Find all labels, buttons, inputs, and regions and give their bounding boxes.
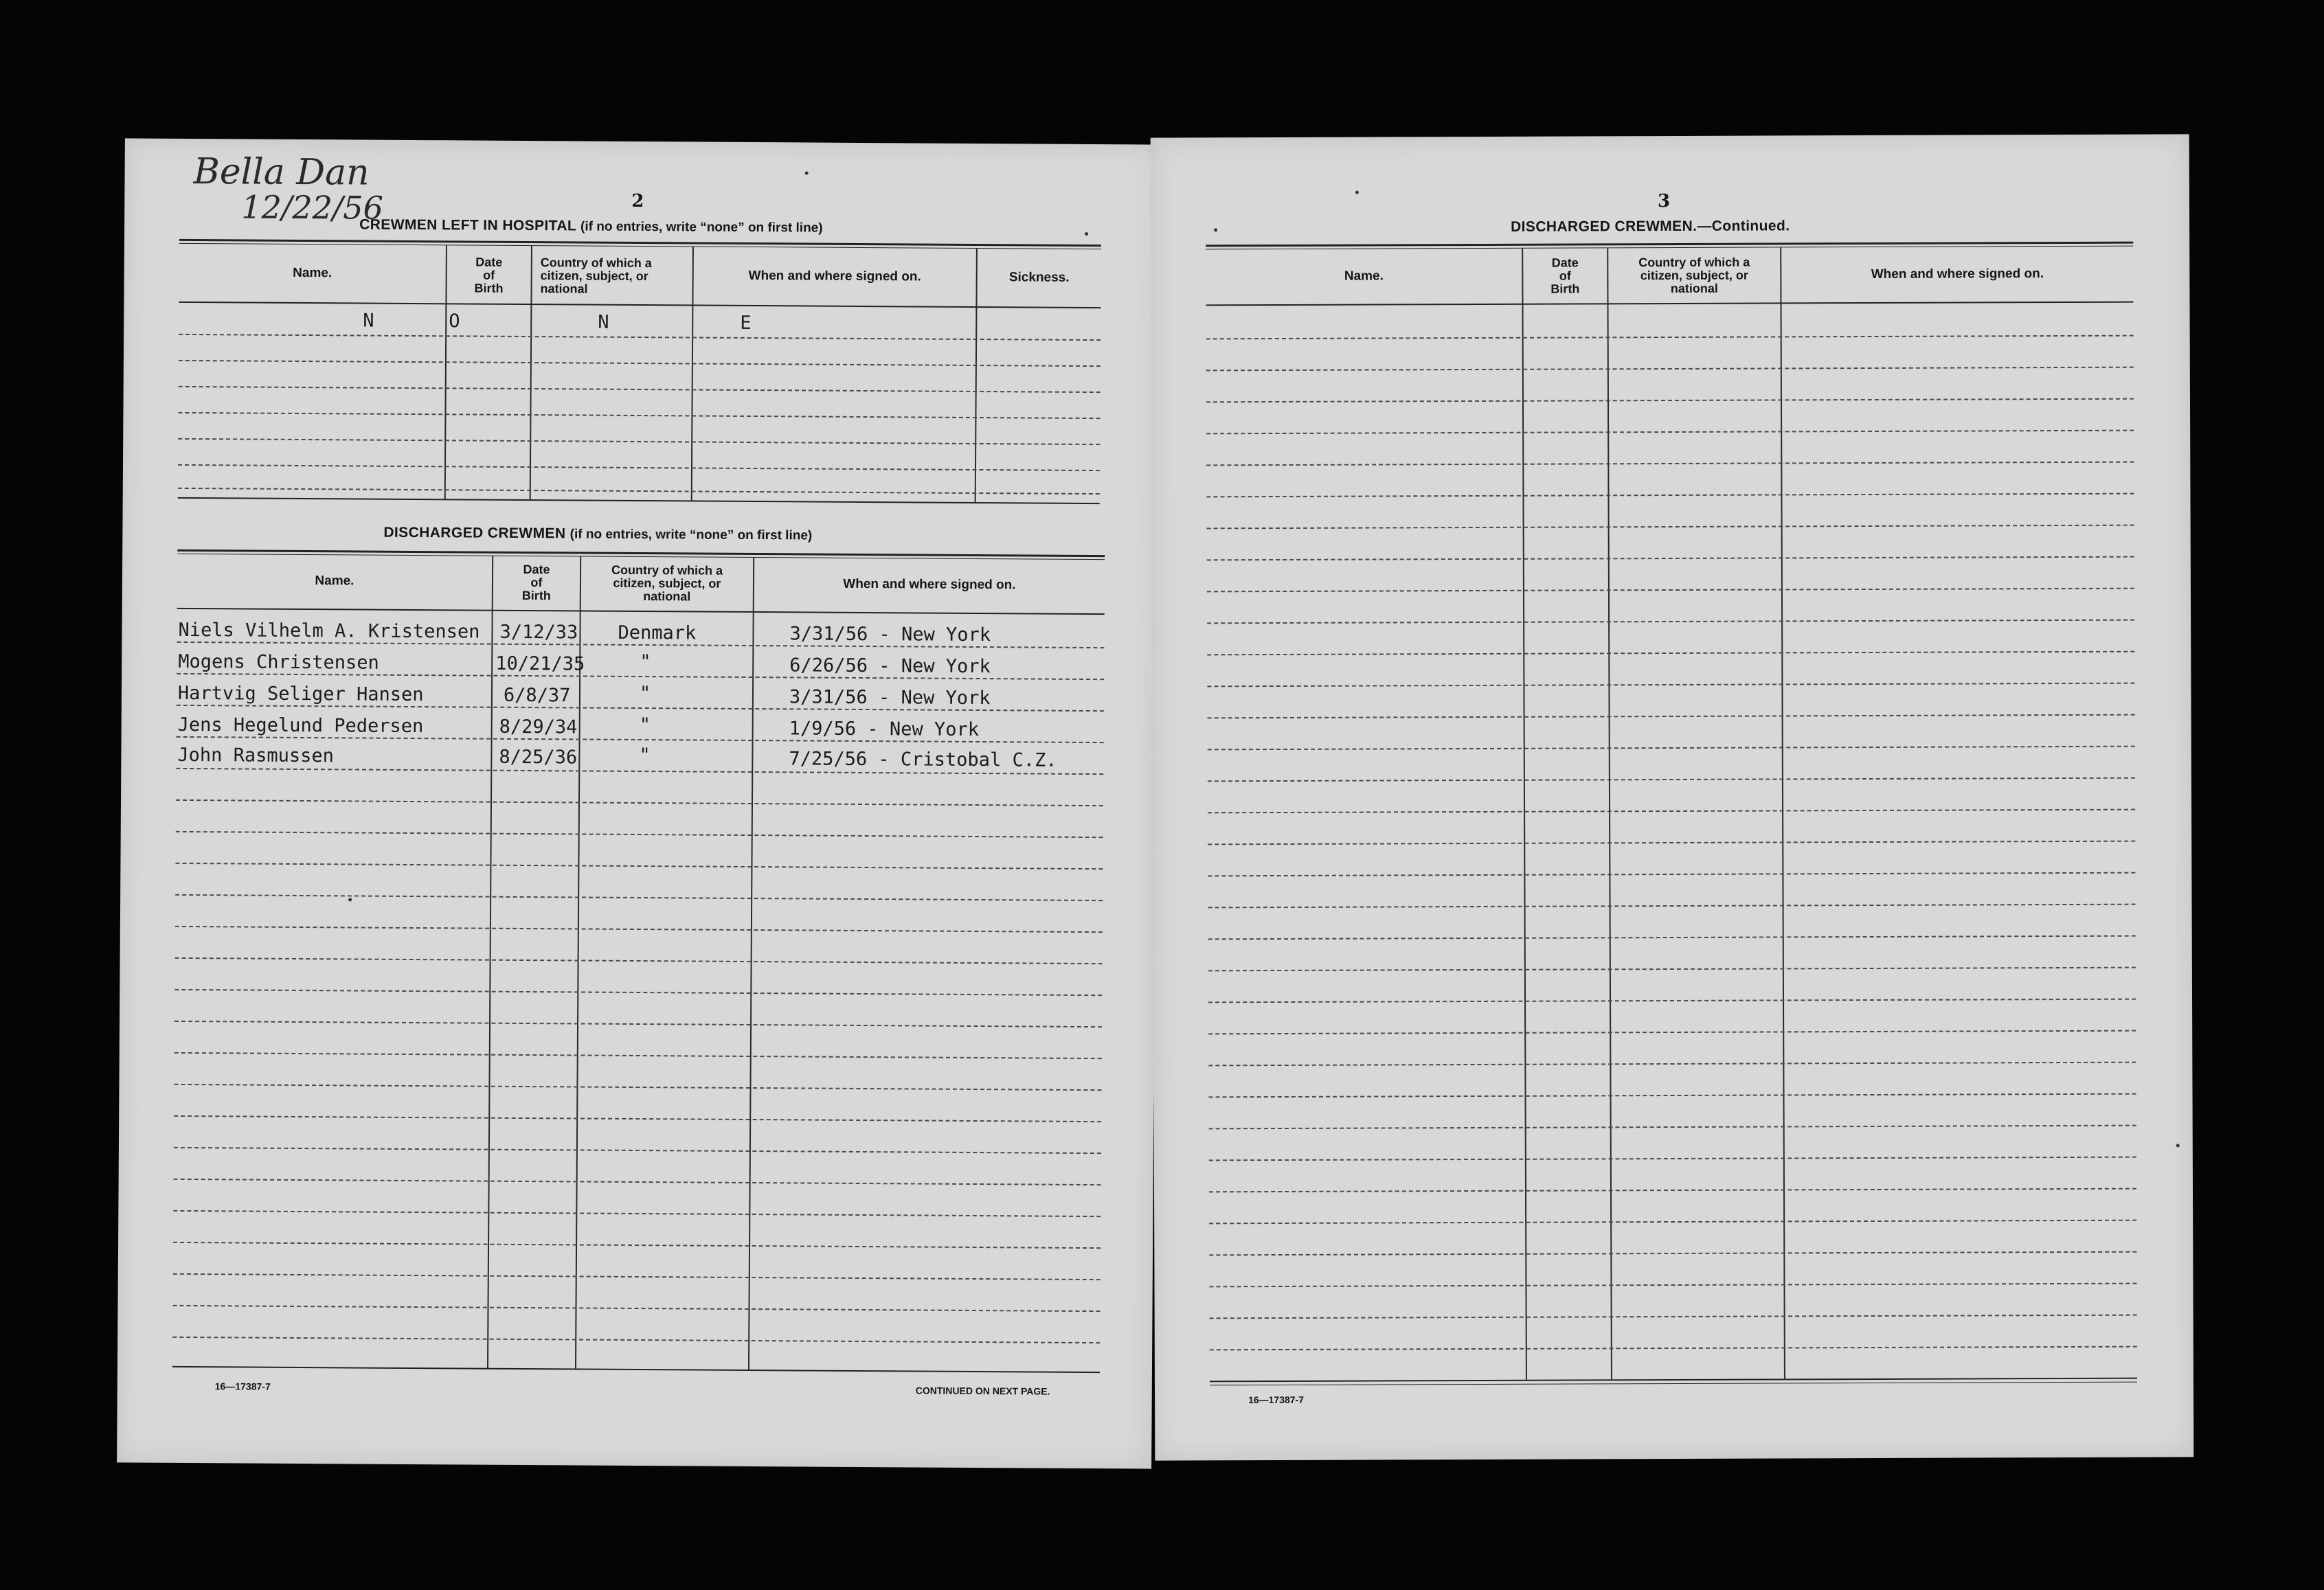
country-line: citizen, subject, or [540, 269, 648, 284]
ruled-line [1207, 556, 2134, 561]
crew-dob: 6/8/37 [503, 684, 571, 707]
crew-country: " [640, 651, 651, 673]
discharged-col-name: Name. [315, 573, 354, 589]
right-bottom-rule-thin [1210, 1382, 2137, 1386]
hospital-title-note: (if no entries, write “none” on first line) [580, 219, 823, 236]
crew-name: Mogens Christensen [178, 650, 379, 674]
handwritten-date: 12/22/56 [241, 188, 384, 227]
crew-signed: 3/31/56 - New York [789, 623, 991, 646]
crew-dob: 3/12/33 [499, 621, 578, 644]
ruled-line [1209, 1220, 2136, 1225]
crew-name: Jens Hegelund Pedersen [177, 714, 424, 738]
ruled-line [174, 1179, 1101, 1185]
discharged-title-text: DISCHARGED CREWMEN [383, 524, 566, 542]
ruled-line [1208, 935, 2136, 940]
ruled-line [1206, 493, 2134, 498]
crew-signed: 6/26/56 - New York [789, 655, 991, 678]
crew-country: " [639, 714, 651, 736]
discharged-col-signed: When and where signed on. [843, 576, 1016, 593]
right-col-name: Name. [1344, 269, 1384, 284]
discharged-bottom-rule [172, 1366, 1100, 1373]
ruled-line [1208, 872, 2135, 877]
crew-signed: 3/31/56 - New York [789, 686, 991, 709]
dob-line: of [1559, 269, 1571, 283]
ruled-line [1208, 1062, 2136, 1067]
ruled-line [1209, 1157, 2136, 1161]
right-header-rule [1206, 302, 2133, 306]
paper-speck [1085, 232, 1088, 236]
hospital-bottom-rule [178, 497, 1100, 504]
ruled-line [1208, 904, 2136, 909]
crew-name: Niels Vilhelm A. Kristensen [178, 619, 480, 643]
ruled-line [1206, 367, 2134, 372]
page-number: 2 [631, 190, 644, 212]
ruled-line [1208, 809, 2135, 814]
ruled-line [174, 1021, 1102, 1027]
dob-line: Birth [521, 588, 551, 603]
continued-section-title: DISCHARGED CREWMEN.—Continued. [1511, 218, 1790, 235]
dob-line: of [483, 268, 495, 282]
ruled-line [175, 894, 1103, 901]
paper-speck [805, 171, 809, 174]
crew-signed: 1/9/56 - New York [789, 718, 980, 741]
ruled-line [174, 1052, 1102, 1059]
hospital-header-rule [179, 302, 1101, 308]
dob-line: of [530, 576, 543, 590]
ruled-line [1208, 777, 2135, 782]
ruled-line [1209, 1093, 2136, 1098]
crew-name: John Rasmussen [177, 744, 335, 767]
form-number: 16—17387-7 [214, 1381, 271, 1392]
ruled-line [175, 957, 1103, 964]
ruled-line [175, 863, 1103, 870]
hospital-ruled-line [178, 488, 1100, 495]
country-line: Country of which a [1638, 255, 1750, 270]
dob-line: Date [475, 255, 503, 269]
ruled-line [1208, 746, 2135, 751]
right-col-divider [1522, 249, 1527, 1381]
discharged-ruled-lines [125, 138, 1160, 144]
ruled-line [1208, 1030, 2136, 1035]
paper-speck [2176, 1144, 2180, 1147]
crew-country: " [639, 683, 651, 705]
ruled-line [1209, 1251, 2136, 1256]
country-line: citizen, subject, or [1640, 268, 1748, 283]
ruled-line [1210, 1346, 2137, 1351]
hospital-col-country [532, 256, 701, 296]
hospital-section-title [359, 217, 823, 236]
ruled-line [1210, 1315, 2137, 1319]
hospital-col-sickness: Sickness. [1008, 270, 1070, 285]
discharged-col-divider [748, 558, 754, 1370]
ruled-line [1208, 841, 2135, 845]
ruled-line [172, 1337, 1100, 1343]
right-col-country [1608, 255, 1780, 295]
continued-note: CONTINUED ON NEXT PAGE. [915, 1385, 1050, 1397]
hospital-col-dob [447, 255, 531, 295]
country-line: Country of which a [540, 255, 652, 271]
paper-speck [1355, 191, 1359, 194]
right-col-signed: When and where signed on. [1871, 266, 2044, 282]
ruled-line [175, 926, 1103, 933]
ruled-line [173, 1305, 1101, 1312]
discharged-col-dob [493, 563, 580, 603]
crew-dob: 8/25/36 [499, 746, 578, 769]
crew-country: Denmark [618, 622, 697, 644]
ruled-line [1208, 714, 2135, 719]
crew-signed: 7/25/56 - Cristobal C.Z. [789, 748, 1057, 771]
ruled-line [1209, 1125, 2136, 1130]
ruled-line [1206, 430, 2134, 435]
ruled-line [1207, 620, 2134, 624]
right-page [1151, 134, 2194, 1460]
ruled-line [1206, 462, 2134, 466]
country-line: national [1670, 281, 1718, 296]
handwritten-vessel-name: Bella Dan [193, 151, 370, 194]
hospital-ruled-line [179, 360, 1101, 367]
ruled-line [174, 1147, 1101, 1154]
crew-name: Hartvig Seliger Hansen [177, 682, 424, 706]
hospital-col-divider [975, 249, 978, 503]
right-col-dob [1523, 256, 1607, 295]
ruled-line [1208, 999, 2136, 1003]
right-col-divider [1780, 247, 1785, 1379]
ruled-line [174, 1084, 1101, 1091]
hospital-ruled-line [178, 438, 1100, 445]
hospital-col-name: Name. [293, 265, 332, 281]
discharged-col-divider [575, 556, 581, 1369]
discharged-col-divider [487, 556, 493, 1369]
country-line: national [540, 282, 588, 296]
dob-line: Date [523, 562, 550, 577]
hospital-ruled-line [178, 464, 1100, 471]
crew-dob: 10/21/35 [495, 652, 585, 675]
ruled-line [176, 831, 1103, 838]
right-bottom-rule [1210, 1378, 2137, 1383]
ruled-line [1208, 967, 2136, 972]
none-letter: N [598, 311, 609, 333]
ruled-line [173, 1273, 1101, 1280]
discharged-title-note: (if no entries, write “none” on first line) [569, 527, 813, 543]
ruled-line [1207, 651, 2134, 656]
ruled-line [174, 1115, 1101, 1122]
page-number: 3 [1657, 191, 1671, 212]
form-number: 16—17387-7 [1248, 1394, 1305, 1406]
hospital-ruled-line [178, 412, 1100, 419]
hospital-title-text: CREWMEN LEFT IN HOSPITAL [359, 216, 576, 234]
discharged-header-rule [177, 608, 1105, 615]
ruled-line [1206, 398, 2134, 403]
ruled-line [173, 1210, 1101, 1217]
none-letter: N [363, 310, 374, 332]
ruled-line [1206, 335, 2134, 340]
paper-speck [1214, 228, 1217, 231]
ruled-line [176, 799, 1103, 806]
crew-dob: 8/29/34 [499, 716, 578, 738]
dob-line: Birth [474, 281, 504, 295]
ruled-line [1209, 1188, 2136, 1193]
hospital-ruled-line [179, 386, 1101, 393]
dob-line: Date [1551, 255, 1579, 270]
none-letter: O [449, 310, 460, 332]
country-line: national [643, 589, 691, 604]
right-col-divider [1607, 248, 1612, 1380]
discharged-section-title [383, 525, 812, 544]
left-page [117, 138, 1160, 1468]
ruled-line [1209, 1283, 2136, 1288]
hospital-col-signed: When and where signed on. [748, 268, 921, 284]
ruled-line [1207, 588, 2134, 593]
ruled-line [1207, 683, 2134, 688]
hospital-ruled-line [179, 334, 1101, 341]
ruled-line [174, 989, 1102, 996]
country-line: Country of which a [611, 563, 723, 578]
discharged-col-country [581, 563, 753, 604]
paper-speck [348, 898, 352, 901]
ruled-line [1207, 525, 2134, 530]
ruled-line [173, 1242, 1101, 1249]
crew-country: " [639, 745, 651, 766]
country-line: citizen, subject, or [613, 576, 721, 591]
none-letter: E [740, 312, 752, 334]
right-ruled-lines [1151, 134, 2189, 137]
dob-line: Birth [1550, 282, 1580, 296]
